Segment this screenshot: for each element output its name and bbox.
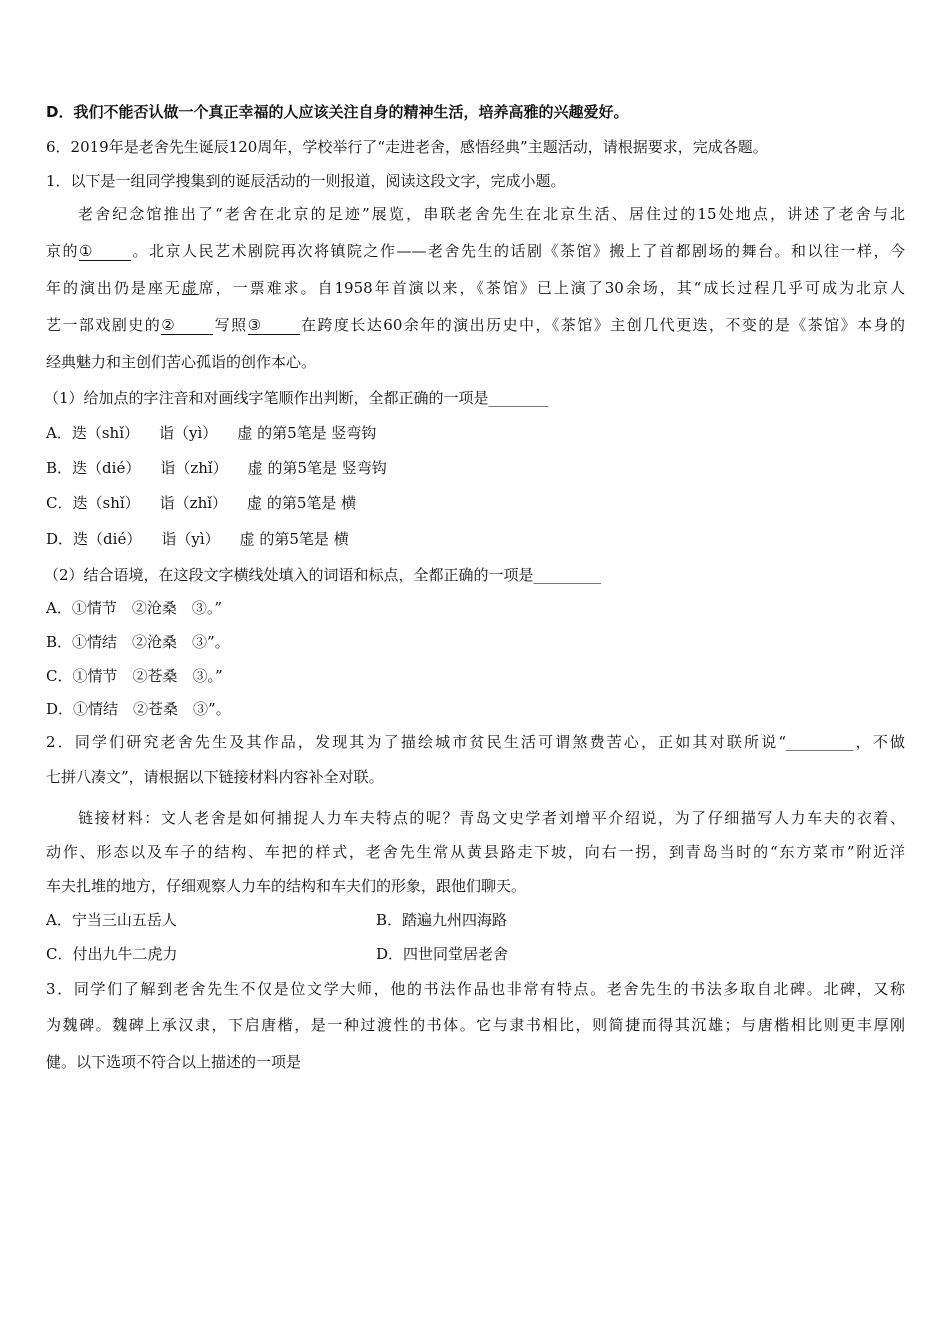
previous-option-d: D．我们不能否认做一个真正幸福的人应该关注自身的精神生活，培养高雅的兴趣爱好。 [46, 103, 629, 121]
blank-2: ② [161, 317, 213, 335]
option-char: 迭 [73, 530, 89, 548]
option-stroke: 虚 的第5笔是 竖弯钩 [237, 424, 377, 442]
passage-text: 京的 [46, 242, 79, 260]
subquestion-2-stem: 2．同学们研究老舍先生及其作品，发现其为了描绘城市贫民生活可谓煞费苦心，正如其对联所说“_________，不做 [46, 733, 905, 751]
passage-text: 艺一部戏剧史的 [46, 316, 162, 334]
option-pinyin: （zhǐ） [175, 459, 228, 477]
q2-option-b[interactable]: B．①情结 ②沧桑 ③”。 [46, 633, 230, 651]
question-6-intro: 6．2019年是老舍先生诞辰120周年，学校举行了“走进老舍，感悟经典”主题活动，请根据要求，完成各题。 [46, 138, 768, 156]
option-pinyin: （shǐ） [86, 424, 140, 442]
option-label: B． [46, 459, 73, 477]
option-pinyin: （shǐ） [87, 494, 140, 512]
q2-option-a[interactable]: A．①情节 ②沧桑 ③。” [46, 599, 223, 617]
passage-text: 年的演出仍是座无 [46, 279, 182, 297]
option-char: 迭 [72, 459, 88, 477]
subquestion-3-stem: 3．同学们了解到老舍先生不仅是位文学大师，他的书法作品也非常有特点。老舍先生的书法多取自北碑。北碑，又称 [46, 980, 905, 998]
question-2-stem: （2）结合语境，在这段文字横线处填入的词语和标点，全都正确的一项是_________ [44, 566, 602, 584]
passage-line [46, 241, 905, 261]
passage-text: 。北京人民艺术剧院再次将镇院之作——老舍先生的话剧《茶馆》搬上了首都剧场的舞台。和以往一样，今 [131, 242, 905, 260]
option-label: D． [46, 530, 74, 548]
option-char: 诣 [159, 494, 175, 512]
passage-line [46, 278, 905, 298]
option-char: 诣 [160, 459, 176, 477]
option-char: 诣 [159, 424, 175, 442]
subquestion-2-stem-cont: 七拼八凑文”，请根据以下链接材料内容补全对联。 [46, 768, 384, 786]
option-pinyin: （dié） [87, 459, 141, 477]
option-pinyin: （dié） [88, 530, 142, 548]
link-material-line: 链接材料：文人老舍是如何捕捉人力车夫特点的呢？青岛文史学者刘增平介绍说，为了仔细描写人力车夫的衣着、 [78, 809, 905, 827]
passage-text: 在跨度长达60余年的演出历史中，《茶馆》主创几代更迭，不变的是《茶馆》本身的 [299, 316, 905, 334]
sub2-option-a[interactable]: A．宁当三山五岳人 [46, 911, 177, 929]
q2-option-d[interactable]: D．①情结 ②苍桑 ③”。 [46, 700, 231, 718]
q1-option-b[interactable] [46, 458, 387, 478]
sub2-option-c[interactable]: C．付出九牛二虎力 [46, 945, 178, 963]
sub2-option-d[interactable]: D．四世同堂居老舍 [376, 945, 509, 963]
passage-text: 席，一票难求。自1958年首演以来，《茶馆》已上演了30余场，其“成长过程几乎可成为北京人 [198, 279, 905, 297]
blank-3: ③ [248, 317, 300, 335]
passage-line: 老舍纪念馆推出了“老舍在北京的足迹”展览，串联老舍先生在北京生活、居住过的15处地点，讲述了老舍与北 [78, 205, 905, 223]
q1-option-a[interactable] [46, 423, 376, 443]
q1-option-d[interactable] [46, 529, 349, 549]
link-material-line: 车夫扎堆的地方，仔细观察人力车的结构和车夫们的形象，跟他们聊天。 [46, 877, 527, 895]
subquestion-3-stem-end: 健。以下选项不符合以上描述的一项是 [46, 1053, 302, 1071]
sub2-option-b[interactable]: B．踏遍九州四海路 [376, 911, 508, 929]
link-material-line: 动作、形态以及车子的结构、车把的样式，老舍先生常从黄县路走下坡，向右一拐，到青岛当时的“东方菜市”附近洋 [46, 843, 905, 861]
option-stroke: 虚 的第5笔是 横 [247, 494, 357, 512]
option-pinyin: （zhǐ） [174, 494, 228, 512]
blank-1: ① [79, 243, 131, 261]
option-char: 迭 [72, 494, 88, 512]
option-stroke: 虚 的第5笔是 竖弯钩 [247, 459, 387, 477]
passage-line: 经典魅力和主创们苦心孤诣的创作本心。 [46, 353, 317, 371]
passage-text: 写照 [213, 316, 248, 334]
option-char: 迭 [71, 424, 87, 442]
option-char: 诣 [161, 530, 177, 548]
question-1-stem: （1）给加点的字注音和对画线字笔顺作出判断，全都正确的一项是________ [44, 389, 549, 407]
underlined-char: 虚 [181, 279, 199, 297]
option-pinyin: （yì） [174, 424, 218, 442]
subquestion-3-stem-cont: 为魏碑。魏碑上承汉隶，下启唐楷，是一种过渡性的书体。它与隶书相比，则简捷而得其沉雄；与唐楷相比则更丰厚刚 [46, 1016, 905, 1034]
option-label: C． [46, 494, 73, 512]
option-pinyin: （yì） [176, 530, 220, 548]
passage-line [46, 315, 905, 335]
q2-option-c[interactable]: C．①情节 ②苍桑 ③。” [46, 667, 223, 685]
subquestion-1-intro: 1．以下是一组同学搜集到的诞辰活动的一则报道，阅读这段文字，完成小题。 [46, 172, 566, 190]
option-label: A． [46, 424, 72, 442]
q1-option-c[interactable] [46, 493, 356, 513]
option-stroke: 虚 的第5笔是 横 [239, 530, 349, 548]
